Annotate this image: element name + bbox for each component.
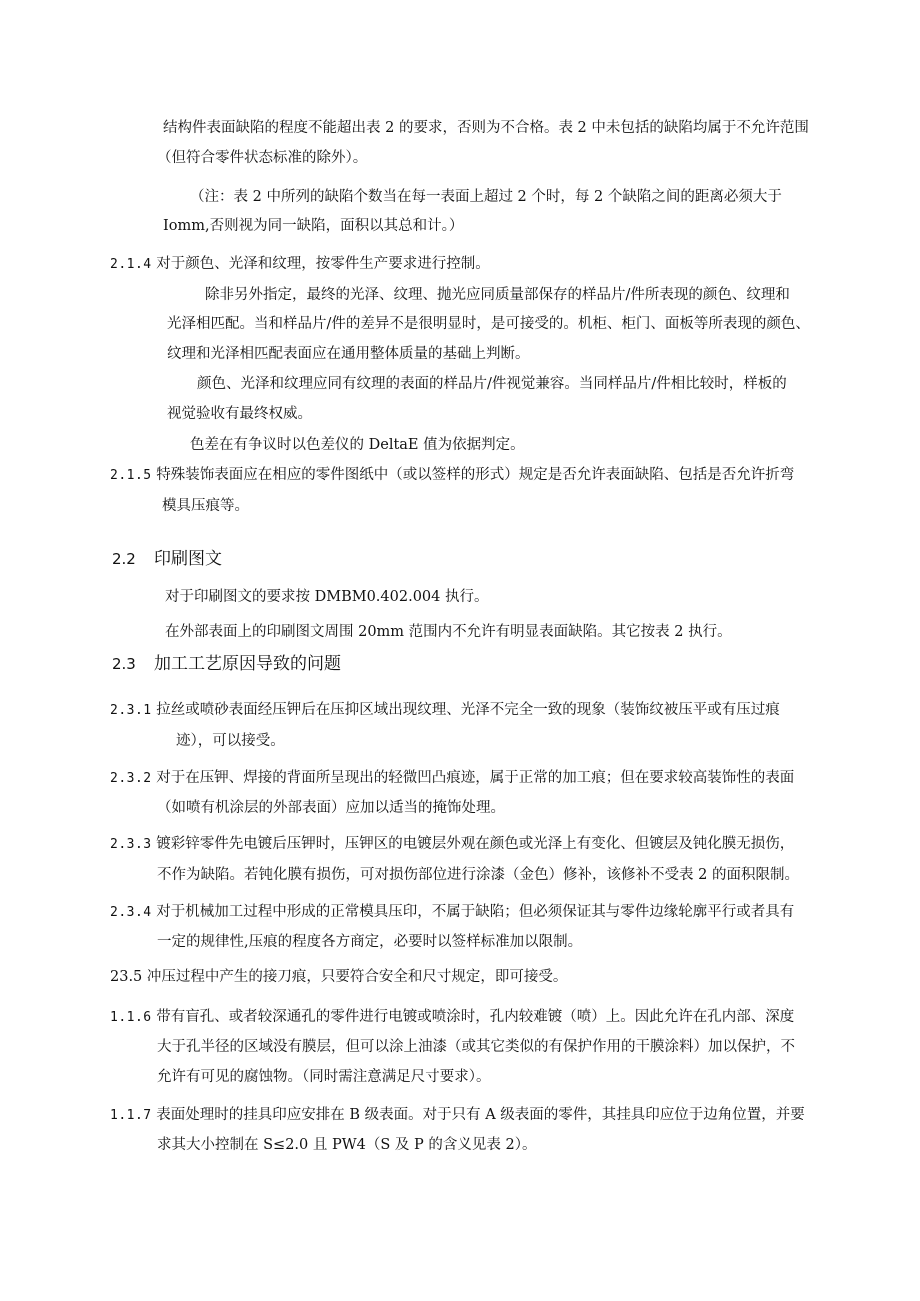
- clause-text: 对于颜色、光泽和纹理，按零件生产要求进行控制。: [156, 256, 490, 272]
- clause-2-1-4: [110, 254, 490, 275]
- clause-1-1-6: [110, 1007, 794, 1028]
- clause-text: 特殊装饰表面应在相应的零件图纸中（或以签样的形式）规定是否允许表面缺陷、包括是否允许折弯: [156, 467, 795, 483]
- clause-2-3-2: [110, 768, 794, 789]
- clause-text: 表面处理时的挂具印应安排在 B 级表面。对于只有 A 级表面的零件，其挂具印应位于边角位置，并要: [156, 1107, 805, 1123]
- clause-text: 对于机械加工过程中形成的正常模具压印，不属于缺陷；但必须保证其与零件边缘轮廓平行或者具有: [156, 904, 795, 920]
- clause-2-3-1-line2: 迹），可以接受。: [176, 733, 285, 749]
- clause-number: 2.3.1: [110, 703, 152, 718]
- clause-23-5: 23.5 冲压过程中产生的接刀痕，只要符合安全和尺寸规定，即可接受。: [110, 969, 568, 985]
- clause-2-1-4-para2-line2: 视觉验收有最终权威。: [167, 406, 312, 422]
- heading-2-3: [112, 652, 341, 676]
- clause-text: 对于在压钾、焊接的背面所呈现出的轻微凹凸痕迹，属于正常的加工痕；但在要求较高装饰性的表面: [156, 770, 795, 786]
- clause-1-1-7: [110, 1105, 805, 1126]
- clause-2-3-3: [110, 834, 794, 855]
- clause-2-1-5: [110, 465, 794, 486]
- heading-title: 印刷图文: [154, 549, 222, 569]
- section-2-2-line2: 在外部表面上的印刷图文周围 20mm 范围内不允许有明显表面缺陷。其它按表 2 执行。: [165, 624, 732, 640]
- clause-2-3-2-line2: （如喷有机涂层的外部表面）应加以适当的掩饰处理。: [157, 800, 505, 816]
- clause-2-1-4-para1-line2: 光泽相匹配。当和样品片/件的差异不是很明显时，是可接受的。机柜、柜门、面板等所表现的颜色、: [167, 316, 810, 332]
- clause-2-1-4-para1-line3: 纹理和光泽相匹配表面应在通用整体质量的基础上判断。: [167, 346, 530, 362]
- clause-number: 2.3.2: [110, 771, 152, 786]
- clause-2-1-4-para2-line1: 颜色、光泽和纹理应同有纹理的表面的样品片/件视觉兼容。当同样品片/件相比较时，样板的: [197, 376, 787, 392]
- intro-line-2: （但符合零件状态标准的除外）。: [157, 150, 368, 166]
- clause-text: 带有盲孔、或者较深通孔的零件进行电镀或喷涂时，孔内较难镀（喷）上。因此允许在孔内部、深度: [156, 1009, 795, 1025]
- clause-text: 拉丝或喷砂表面经压钾后在压抑区域出现纹理、光泽不完全一致的现象（装饰纹被压平或有压过痕: [156, 702, 780, 718]
- clause-2-3-3-line2: 不作为缺陷。若钝化膜有损伤，可对损伤部位进行涂漆（金色）修补，该修补不受表 2 的面积限制。: [157, 867, 799, 883]
- clause-2-3-4-line2: 一定的规律性,压痕的程度各方商定，必要时以签样标准加以限制。: [157, 934, 583, 950]
- clause-text: 镀彩锌零件先电镀后压钾时，压钾区的电镀层外观在颜色或光泽上有变化、但镀层及钝化膜无损伤，: [156, 836, 795, 852]
- clause-1-1-6-line2: 大于孔半径的区域没有膜层，但可以涂上油漆（或其它类似的有保护作用的干膜涂料）加以保护，不: [157, 1039, 795, 1055]
- heading-2-2: [112, 547, 222, 571]
- note-line-1: （注：表 2 中所列的缺陷个数当在每一表面上超过 2 个时，每 2 个缺陷之间的距离必须大于: [190, 189, 782, 205]
- clause-number: 1.1.7: [110, 1108, 152, 1123]
- clause-number: 2.1.4: [110, 257, 152, 272]
- clause-2-1-4-para3: 色差在有争议时以色差仪的 DeltaE 值为依据判定。: [190, 437, 525, 453]
- clause-1-1-6-line3: 允许有可见的腐蚀物。（同时需注意满足尺寸要求）。: [157, 1069, 491, 1085]
- intro-line-1: 结构件表面缺陷的程度不能超出表 2 的要求，否则为不合格。表 2 中未包括的缺陷均属于不允许范围: [163, 120, 809, 136]
- heading-number: 2.2: [112, 550, 136, 568]
- note-line-2: Iomm,否则视为同一缺陷，面积以其总和计。）: [163, 218, 464, 234]
- clause-2-3-4: [110, 902, 794, 923]
- heading-number: 2.3: [112, 655, 136, 673]
- clause-number: 2.3.3: [110, 837, 152, 852]
- clause-2-3-1: [110, 700, 780, 721]
- clause-number: 2.1.5: [110, 468, 152, 483]
- section-2-2-line1: 对于印刷图文的要求按 DMBM0.402.004 执行。: [165, 589, 489, 605]
- clause-number: 1.1.6: [110, 1010, 152, 1025]
- clause-1-1-7-line2: 求其大小控制在 S≤2.0 且 PW4（S 及 P 的含义见表 2）。: [157, 1137, 537, 1153]
- heading-title: 加工工艺原因导致的问题: [154, 654, 341, 674]
- clause-2-1-4-para1-line1: 除非另外指定，最终的光泽、纹理、抛光应同质量部保存的样品片/件所表现的颜色、纹理和: [205, 287, 790, 303]
- clause-2-1-5-line2: 模具压痕等。: [162, 498, 249, 514]
- clause-number: 2.3.4: [110, 905, 152, 920]
